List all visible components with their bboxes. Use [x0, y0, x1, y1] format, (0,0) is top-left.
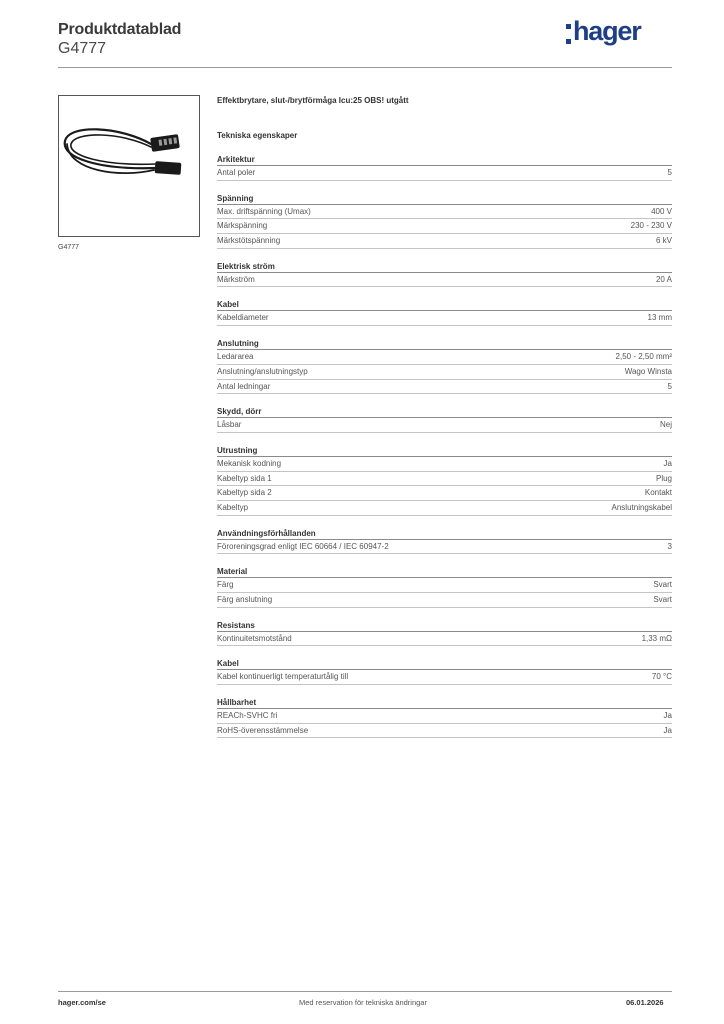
spec-group-title: Kabel — [217, 658, 672, 670]
spec-row — [217, 234, 672, 249]
spec-group — [217, 261, 672, 288]
spec-group-title: Utrustning — [217, 445, 672, 457]
document-title: Produktdatablad — [58, 21, 182, 38]
spec-value: 3 — [667, 541, 672, 551]
spec-value: Svart — [653, 595, 672, 604]
spec-row — [217, 670, 672, 685]
spec-value: 1,33 mΩ — [641, 633, 672, 643]
spec-label: Kabeltyp sida 2 — [217, 488, 272, 498]
spec-value: Ja — [663, 458, 672, 468]
spec-label: Ledararea — [217, 352, 254, 362]
spec-group — [217, 154, 672, 181]
spec-row — [217, 486, 672, 501]
spec-label: Färg anslutning — [217, 595, 273, 604]
spec-value: 230 - 230 V — [630, 221, 672, 231]
spec-label: Max. driftspänning (Umax) — [217, 206, 311, 216]
document-header — [58, 20, 181, 58]
spec-label: Märkström — [217, 274, 255, 284]
product-image — [58, 95, 200, 237]
spec-group — [217, 299, 672, 326]
spec-group-title: Resistans — [217, 620, 672, 632]
spec-group — [217, 338, 672, 394]
cable-image-icon — [59, 96, 199, 236]
spec-group-title: Arkitektur — [217, 154, 672, 166]
header-divider — [58, 67, 672, 68]
spec-value: 5 — [667, 381, 672, 391]
spec-group-title: Hållbarhet — [217, 697, 672, 709]
spec-value: 400 V — [651, 206, 672, 216]
spec-value: Plug — [655, 473, 672, 483]
spec-row — [217, 472, 672, 487]
spec-row — [217, 166, 672, 181]
spec-value: Anslutningskabel — [611, 502, 672, 512]
spec-value: Nej — [659, 420, 672, 430]
logo-text: hager — [573, 16, 641, 46]
spec-row — [217, 540, 672, 555]
spec-group — [217, 620, 672, 647]
spec-label: Låsbar — [217, 420, 242, 430]
logo-colon-icon — [566, 24, 571, 44]
spec-value: 70 °C — [651, 672, 672, 682]
spec-value: 5 — [667, 168, 672, 177]
spec-group-title: Användningsförhållanden — [217, 528, 672, 540]
spec-row — [217, 593, 672, 608]
spec-group — [217, 566, 672, 607]
spec-value: Ja — [663, 725, 672, 735]
spec-label: Kabeltyp sida 1 — [217, 473, 272, 483]
spec-group-title: Spänning — [217, 193, 672, 205]
spec-row — [217, 311, 672, 326]
spec-group — [217, 406, 672, 433]
spec-label: Föroreningsgrad enligt IEC 60664 / IEC 60947-2 — [217, 541, 389, 551]
spec-row — [217, 219, 672, 234]
spec-value: 6 kV — [655, 236, 672, 246]
spec-label: Antal ledningar — [217, 381, 271, 391]
spec-label: RoHS-överensstämmelse — [217, 725, 309, 735]
spec-label: Märkspänning — [217, 221, 268, 231]
spec-group — [217, 658, 672, 685]
hager-logo — [566, 16, 641, 46]
technical-specs — [217, 94, 672, 738]
spec-group-title: Anslutning — [217, 338, 672, 350]
product-code: G4777 — [58, 40, 107, 57]
footer-website: hager.com/se — [58, 998, 106, 1007]
footer-note: Med reservation för tekniska ändringar — [299, 998, 427, 1007]
spec-value: 2,50 - 2,50 mm² — [615, 352, 672, 362]
spec-group-title: Elektrisk ström — [217, 261, 672, 273]
spec-row — [217, 205, 672, 220]
spec-label: Anslutning/anslutningstyp — [217, 366, 308, 376]
spec-row — [217, 350, 672, 365]
product-description: Effektbrytare, slut-/brytförmåga Icu:25 OBS! utgått — [217, 96, 409, 105]
footer-date: 06.01.2026 — [626, 998, 664, 1007]
spec-label: Antal poler — [217, 168, 256, 177]
spec-group — [217, 528, 672, 555]
spec-label: Färg — [217, 580, 234, 590]
spec-value: Kontakt — [644, 488, 672, 498]
image-caption: G4777 — [58, 244, 80, 251]
spec-row — [217, 457, 672, 472]
spec-group — [217, 697, 672, 738]
spec-label: Mekanisk kodning — [217, 458, 282, 468]
footer-divider — [58, 991, 672, 992]
spec-groups — [217, 154, 672, 738]
spec-value: 20 A — [655, 274, 672, 284]
spec-label: REACh-SVHC fri — [217, 711, 278, 721]
spec-label: Kabeldiameter — [217, 313, 269, 323]
spec-label: Kontinuitetsmotstånd — [217, 633, 292, 643]
spec-value: Wago Winsta — [624, 366, 672, 376]
spec-row — [217, 632, 672, 647]
spec-value: 13 mm — [647, 313, 672, 323]
spec-group — [217, 193, 672, 249]
spec-row — [217, 380, 672, 395]
spec-group — [217, 445, 672, 516]
spec-row — [217, 709, 672, 724]
spec-label: Kabeltyp — [217, 502, 249, 512]
spec-row — [217, 273, 672, 288]
spec-value: Ja — [663, 711, 672, 721]
spec-row — [217, 365, 672, 380]
spec-group-title: Skydd, dörr — [217, 406, 672, 418]
spec-label: Kabel kontinuerligt temperaturtålig till — [217, 672, 349, 682]
spec-label: Märkstötspänning — [217, 236, 281, 246]
spec-group-title: Kabel — [217, 299, 672, 311]
spec-row — [217, 501, 672, 516]
spec-row — [217, 724, 672, 739]
spec-group-title: Material — [217, 566, 672, 578]
spec-row — [217, 578, 672, 593]
properties-title: Tekniska egenskaper — [217, 131, 298, 140]
spec-row — [217, 418, 672, 433]
spec-value: Svart — [653, 580, 672, 590]
